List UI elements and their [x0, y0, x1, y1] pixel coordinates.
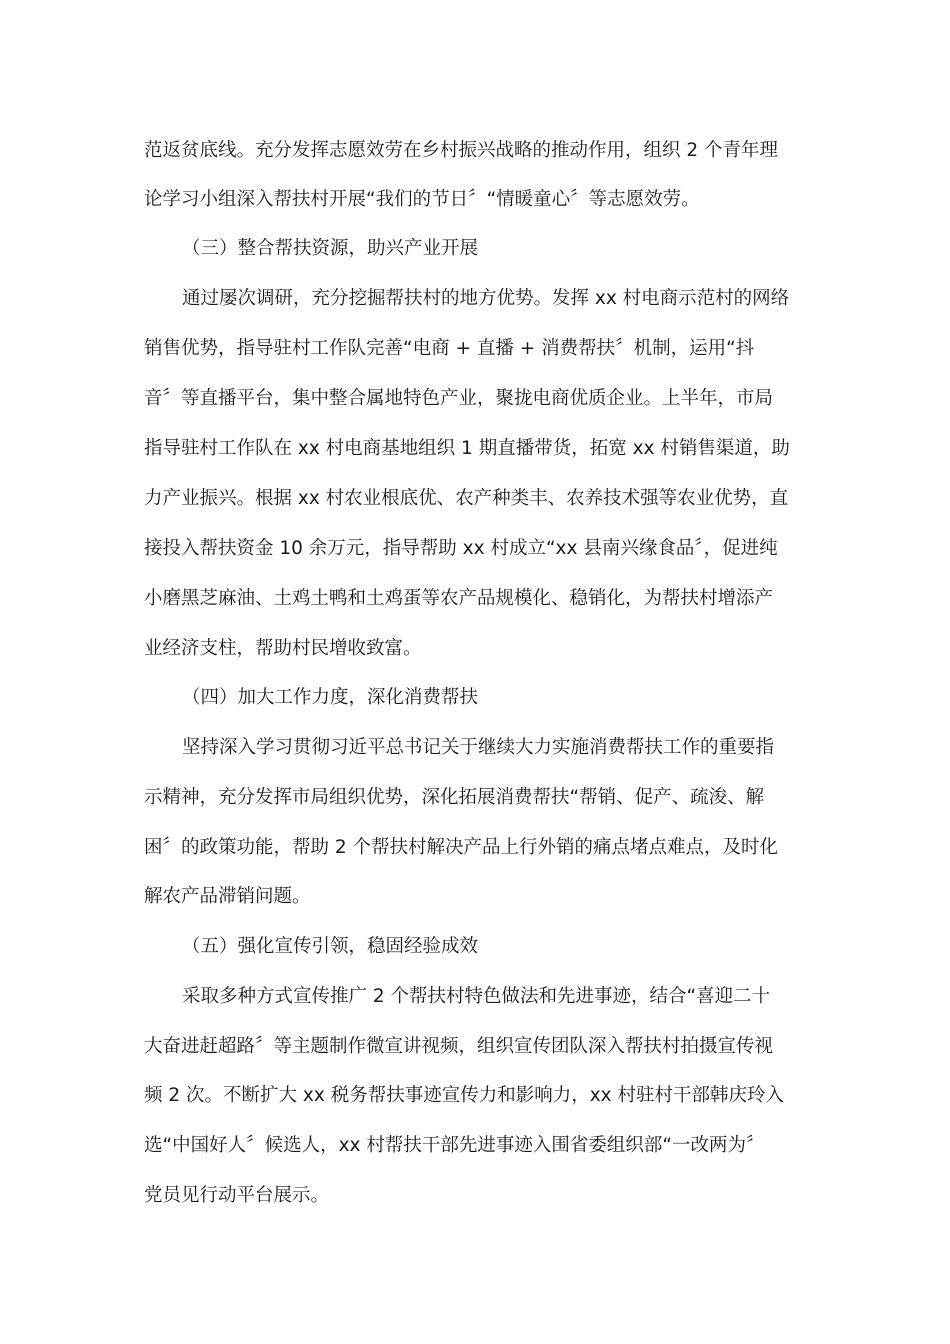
- paragraph-line: 指导驻村工作队在 xx 村电商基地组织 1 期直播带货，拓宽 xx 村销售渠道，助: [144, 438, 790, 459]
- paragraph-line: 解农产品滞销问题。: [144, 886, 311, 907]
- paragraph-line: 接投入帮扶资金 10 余万元，指导帮助 xx 村成立“xx 县南兴缘食品〞，促进纯: [144, 538, 778, 559]
- paragraph-line: 采取多种方式宣传推广 2 个帮扶村特色做法和先进事迹，结合“喜迎二十: [182, 986, 771, 1007]
- section-heading-3: （三）整合帮扶资源，助兴产业开展: [182, 238, 479, 259]
- paragraph-line: 党员见行动平台展示。: [144, 1185, 330, 1206]
- paragraph-line: 力产业振兴。根据 xx 村农业根底优、农产种类丰、农养技术强等农业优势，直: [144, 488, 789, 509]
- paragraph-line: 频 2 次。不断扩大 xx 税务帮扶事迹宣传力和影响力，xx 村驻村干部韩庆玲入: [144, 1085, 784, 1106]
- paragraph-line: 示精神，充分发挥市局组织优势，深化拓展消费帮扶“帮销、促产、疏浚、解: [144, 787, 765, 808]
- paragraph-line: 音〞等直播平台，集中整合属地特色产业，聚拢电商优质企业。上半年，市局: [144, 388, 774, 409]
- paragraph-line: 通过屡次调研，充分挖掘帮扶村的地方优势。发挥 xx 村电商示范村的网络: [182, 288, 790, 309]
- paragraph-line: 困〞的政策功能，帮助 2 个帮扶村解决产品上行外销的痛点堵点难点，及时化: [144, 837, 779, 858]
- paragraph-line: 小磨黑芝麻油、土鸡土鸭和土鸡蛋等农产品规模化、稳销化，为帮扶村增添产: [144, 588, 774, 609]
- paragraph-line: 大奋进赶超路〞等主题制作微宣讲视频，组织宣传团队深入帮扶村拍摄宣传视: [144, 1036, 774, 1057]
- paragraph-line: 坚持深入学习贯彻习近平总书记关于继续大力实施消费帮扶工作的重要指: [182, 737, 775, 758]
- paragraph-line: 选“中国好人〞候选人，xx 村帮扶干部先进事迹入围省委组织部“一改两为〞: [144, 1135, 765, 1156]
- section-heading-5: （五）强化宣传引领，稳固经验成效: [182, 936, 479, 957]
- paragraph-line: 业经济支柱，帮助村民增收致富。: [144, 638, 422, 659]
- paragraph-line: 论学习小组深入帮扶村开展“我们的节日〞“情暖童心〞等志愿效劳。: [144, 189, 700, 210]
- paragraph-line: 范返贫底线。充分发挥志愿效劳在乡村振兴战略的推动作用，组织 2 个青年理: [144, 140, 779, 161]
- paragraph-line: 销售优势，指导驻村工作队完善“电商 + 直播 + 消费帮扶〞机制，运用“抖: [144, 338, 755, 359]
- section-heading-4: （四）加大工作力度，深化消费帮扶: [182, 687, 479, 708]
